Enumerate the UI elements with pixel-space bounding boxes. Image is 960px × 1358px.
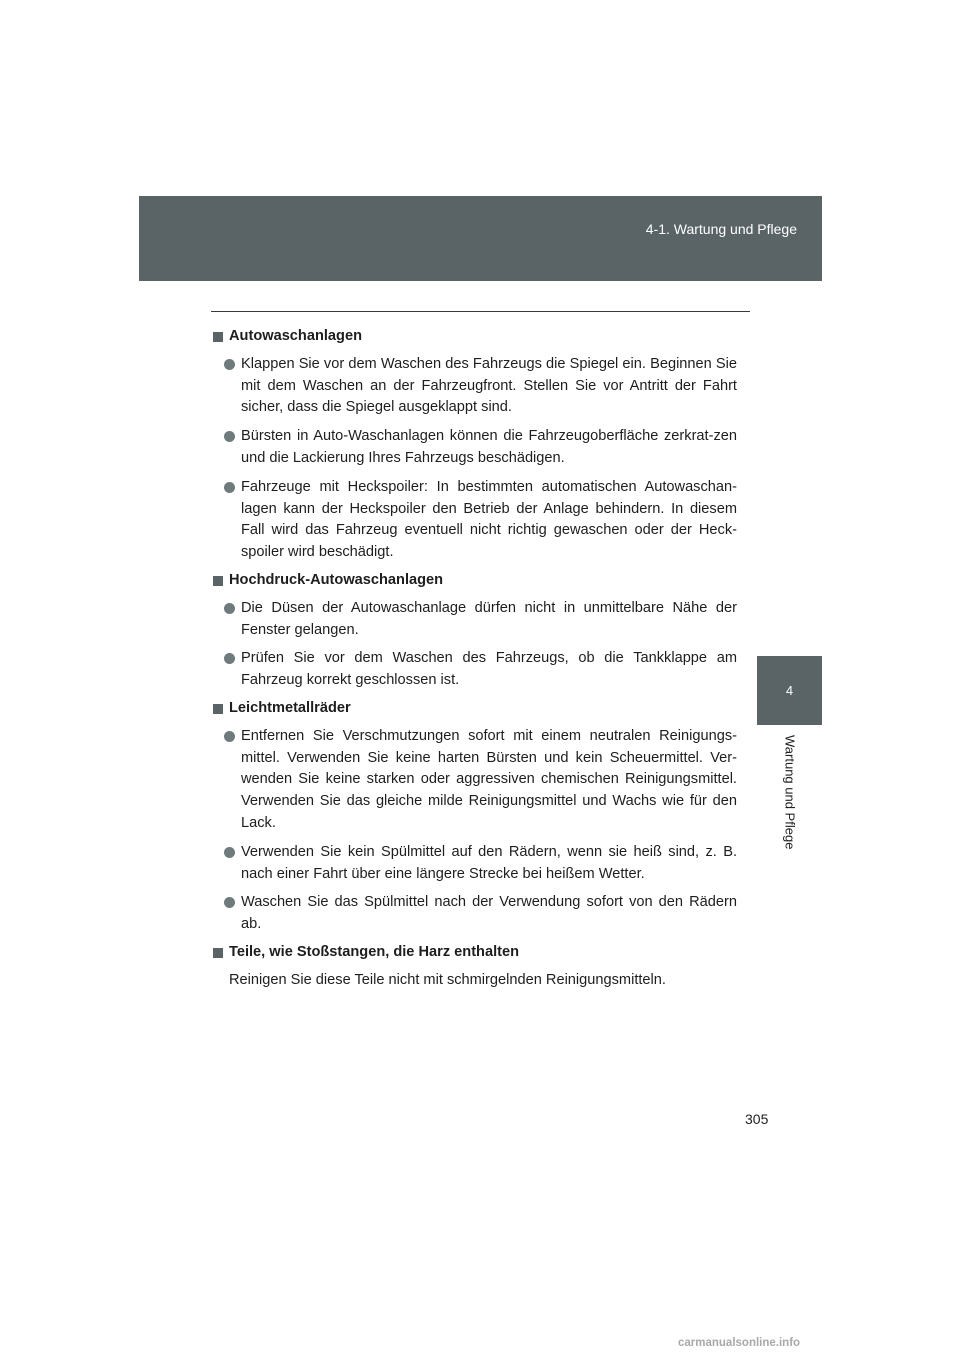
square-marker-icon [213, 332, 223, 342]
chapter-header-bar [139, 196, 822, 281]
watermark: carmanualsonline.info [678, 1337, 801, 1349]
chapter-number: 4 [785, 683, 794, 698]
list-item: Prüfen Sie vor dem Waschen des Fahrzeugs, ob die Tankklappe am Fahrzeug korrekt geschlossen ist. [213, 648, 737, 692]
top-divider [211, 311, 750, 312]
bullet-icon [224, 431, 235, 442]
bullet-icon [224, 731, 235, 742]
list-item: Waschen Sie das Spülmittel nach der Verwendung sofort von den Rädern ab. [213, 892, 737, 936]
square-marker-icon [213, 948, 223, 958]
list-item: Klappen Sie vor dem Waschen des Fahrzeugs die Spiegel ein. Beginnen Sie mit dem Waschen an der Fahrzeugfront. Stellen Sie vor Antritt der Fahrt sicher, dass die Spiegel ausgeklappt sind. [213, 354, 737, 419]
section-text: Reinigen Sie diese Teile nicht mit schmirgelnden Reinigungsmitteln. [229, 971, 666, 988]
chapter-side-tab [757, 656, 822, 725]
bullet-icon [224, 603, 235, 614]
list-item: Verwenden Sie kein Spülmittel auf den Rädern, wenn sie heiß sind, z. B. nach einer Fahrt über eine längere Strecke bei heißem Wetter. [213, 842, 737, 886]
bullet-icon [224, 482, 235, 493]
bullet-icon [224, 897, 235, 908]
page-content [213, 326, 737, 992]
square-marker-icon [213, 576, 223, 586]
bullet-icon [224, 653, 235, 664]
list-item: Die Düsen der Autowaschanlage dürfen nicht in unmittelbare Nähe der Fenster gelangen. [213, 598, 737, 642]
chapter-side-label: Wartung und Pflege [782, 735, 798, 850]
section-heading: Hochdruck-Autowaschanlagen [213, 570, 737, 592]
section-heading: Leichtmetallräder [213, 698, 737, 720]
page-number: 305 [745, 1111, 769, 1127]
square-marker-icon [213, 704, 223, 714]
section-heading: Teile, wie Stoßstangen, die Harz enthalten [213, 942, 737, 964]
chapter-title: 4-1. Wartung und Pflege [645, 221, 797, 237]
section-heading: Autowaschanlagen [213, 326, 737, 348]
list-item: Fahrzeuge mit Heckspoiler: In bestimmten automatischen Autowaschan-lagen kann der Heckspoiler den Betrieb der Anlage behindern. In diesem Fall wird das Fahrzeug eventuell nicht richtig gewaschen oder der Heck-spoiler wird beschädigt. [213, 477, 737, 564]
list-item: Entfernen Sie Verschmutzungen sofort mit einem neutralen Reinigungs-mittel. Verwenden Sie keine harten Bürsten und kein Scheuermittel. Ver-wenden Sie keine starken oder aggressiven chemischen Reinigungsmittel. Verwenden Sie das gleiche milde Reinigungsmittel und Wachs wie für den Lack. [213, 726, 737, 835]
list-item: Bürsten in Auto-Waschanlagen können die Fahrzeugoberfläche zerkrat-zen und die Lackierung Ihres Fahrzeugs beschädigen. [213, 426, 737, 470]
bullet-icon [224, 359, 235, 370]
bullet-icon [224, 847, 235, 858]
